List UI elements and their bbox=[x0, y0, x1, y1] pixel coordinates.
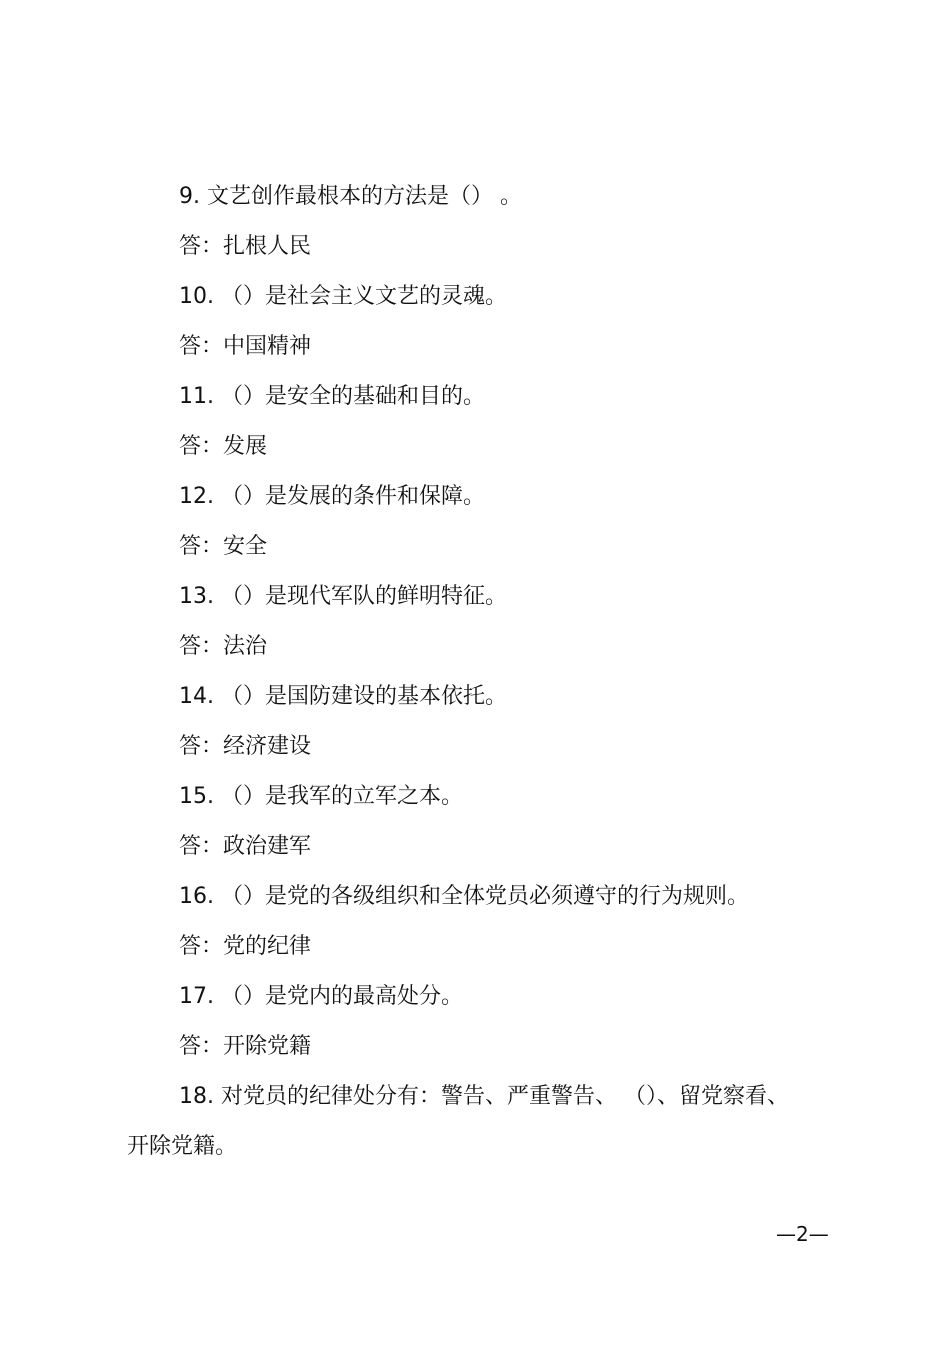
question-16: 16. （）是党的各级组织和全体党员必须遵守的行为规则。 bbox=[179, 884, 749, 909]
question-list bbox=[0, 172, 950, 1172]
answer-9: 答：扎根人民 bbox=[179, 234, 312, 259]
question-9: 9. 文艺创作最根本的方法是（） 。 bbox=[179, 184, 522, 209]
question-13: 13. （）是现代军队的鲜明特征。 bbox=[179, 584, 507, 609]
answer-16: 答：党的纪律 bbox=[179, 934, 312, 959]
question-18: 18. 对党员的纪律处分有：警告、严重警告、 （）、留党察看、 bbox=[179, 1084, 789, 1109]
question-17: 17. （）是党内的最高处分。 bbox=[179, 984, 463, 1009]
question-18-continued: 开除党籍。 bbox=[127, 1134, 238, 1159]
answer-13: 答：法治 bbox=[179, 634, 268, 659]
answer-11: 答：发展 bbox=[179, 434, 268, 459]
answer-10: 答：中国精神 bbox=[179, 334, 312, 359]
answer-14: 答：经济建设 bbox=[179, 734, 312, 759]
question-10: 10. （）是社会主义文艺的灵魂。 bbox=[179, 284, 507, 309]
answer-12: 答：安全 bbox=[179, 534, 268, 559]
page-number: —2— bbox=[776, 1222, 829, 1246]
answer-15: 答：政治建军 bbox=[179, 834, 312, 859]
question-12: 12. （）是发展的条件和保障。 bbox=[179, 484, 485, 509]
question-11: 11. （）是安全的基础和目的。 bbox=[179, 384, 485, 409]
answer-17: 答：开除党籍 bbox=[179, 1034, 312, 1059]
question-14: 14. （）是国防建设的基本依托。 bbox=[179, 684, 507, 709]
question-15: 15. （）是我军的立军之本。 bbox=[179, 784, 463, 809]
